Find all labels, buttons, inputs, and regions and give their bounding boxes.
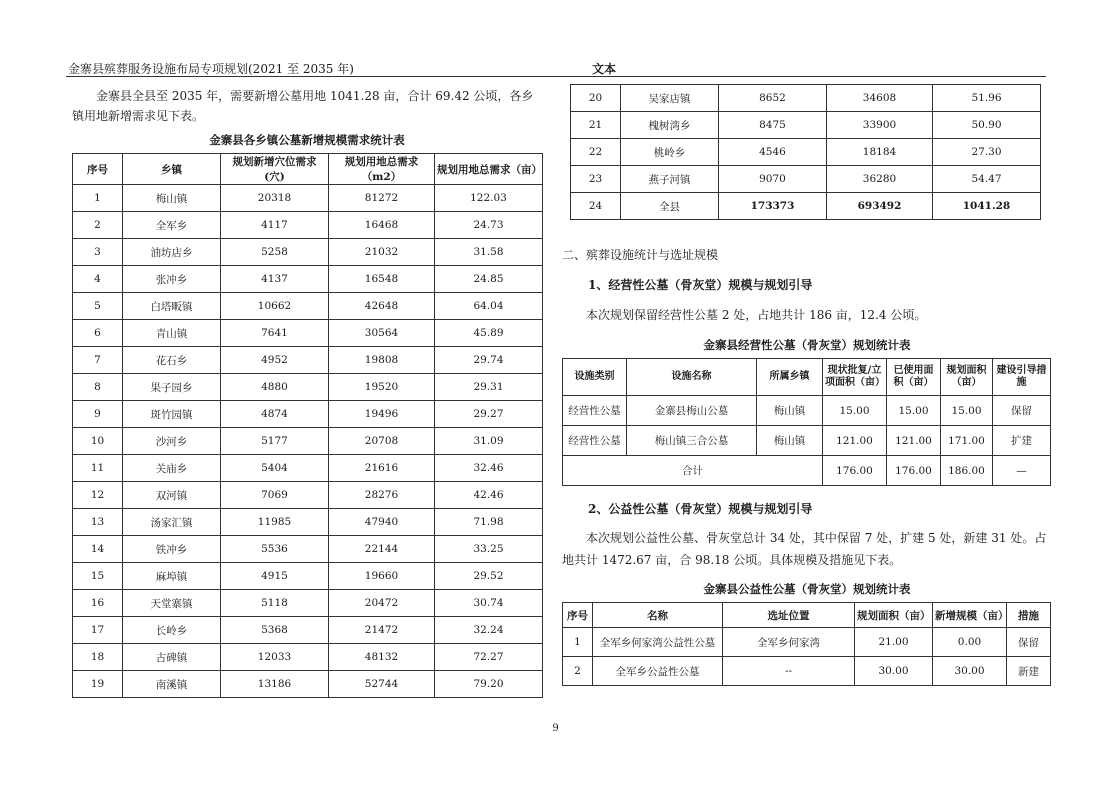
table-cell: 保留	[1007, 628, 1051, 657]
table-cell: 30.74	[435, 590, 543, 617]
table-cell: 保留	[993, 396, 1051, 426]
table-cell: 24.85	[435, 266, 543, 293]
table-cell: —	[993, 456, 1051, 486]
table-cell: 20472	[329, 590, 435, 617]
table-cell: 28276	[329, 482, 435, 509]
column-header: 序号	[563, 603, 593, 628]
page-number: 9	[552, 723, 559, 734]
table-cell: 金寨县梅山公墓	[627, 396, 757, 426]
table-cell: 5	[73, 293, 123, 320]
table-cell: 20	[571, 85, 621, 112]
column-header: 现状批复/立项面积（亩）	[823, 359, 887, 396]
table-cell: 19520	[329, 374, 435, 401]
table-cell: 古碑镇	[123, 644, 221, 671]
left-column	[72, 86, 542, 698]
table-cell: 扩建	[993, 426, 1051, 456]
table-cell: 7	[73, 347, 123, 374]
table-cell: 173373	[719, 193, 827, 220]
table-cell: 5404	[221, 455, 329, 482]
table1-body	[73, 185, 543, 698]
table-cell: 15.00	[823, 396, 887, 426]
table-cell: 汤家汇镇	[123, 509, 221, 536]
table-cell: 29.74	[435, 347, 543, 374]
table-cell: 19	[73, 671, 123, 698]
intro-paragraph: 金寨县全县至 2035 年，需要新增公墓用地 1041.28 亩，合计 69.42 公顷，各乡镇用地新增需求见下表。	[72, 89, 534, 123]
table-cell: 47940	[329, 509, 435, 536]
table-row	[571, 139, 1041, 166]
table-row	[571, 193, 1041, 220]
table3-header-row	[563, 359, 1051, 396]
table-cell: 30.00	[933, 657, 1007, 686]
table-row	[73, 212, 543, 239]
table-row	[73, 320, 543, 347]
table-cell: 全军乡公益性公墓	[593, 657, 723, 686]
table-cell: 梅山镇	[757, 396, 823, 426]
table-cell: 9	[73, 401, 123, 428]
table-cell: 51.96	[933, 85, 1041, 112]
table-cell: 全军乡	[123, 212, 221, 239]
table-cell: 33900	[827, 112, 933, 139]
table-row	[563, 657, 1051, 686]
column-header: 设施类别	[563, 359, 627, 396]
column-header: 所属乡镇	[757, 359, 823, 396]
table-cell: 1041.28	[933, 193, 1041, 220]
table-row	[73, 509, 543, 536]
subheading-public: 2、公益性公墓（骨灰堂）规模与规划引导	[588, 502, 813, 516]
table-cell: 30564	[329, 320, 435, 347]
table-cell: 16548	[329, 266, 435, 293]
column-header: 设施名称	[627, 359, 757, 396]
table-cell: 8	[73, 374, 123, 401]
table-cell: 6	[73, 320, 123, 347]
column-header: 措施	[1007, 603, 1051, 628]
table-row	[73, 185, 543, 212]
table-cell: 花石乡	[123, 347, 221, 374]
table-cell: 铁冲乡	[123, 536, 221, 563]
table-cell: 8652	[719, 85, 827, 112]
table1-caption: 金寨县各乡镇公墓新增规模需求统计表	[209, 133, 405, 147]
table-cell: 54.47	[933, 166, 1041, 193]
table-row	[73, 347, 543, 374]
table-cell: 13186	[221, 671, 329, 698]
column-header: 序号	[73, 154, 123, 185]
table-cell: 全军乡何家湾	[723, 628, 855, 657]
table-cell: 天堂寨镇	[123, 590, 221, 617]
table-cell: 48132	[329, 644, 435, 671]
column-header: 规划用地总需求（亩）	[435, 154, 543, 185]
table-cell: 14	[73, 536, 123, 563]
table-cell: 5177	[221, 428, 329, 455]
table-cell: 10662	[221, 293, 329, 320]
table-cell: 64.04	[435, 293, 543, 320]
table-cell: 青山镇	[123, 320, 221, 347]
table-cell: 4137	[221, 266, 329, 293]
table-cell: 1	[563, 628, 593, 657]
table-cell: 121.00	[823, 426, 887, 456]
table-cell: 2	[73, 212, 123, 239]
table-cell: 4880	[221, 374, 329, 401]
column-header: 已使用面积（亩）	[887, 359, 941, 396]
table-cell: 32.46	[435, 455, 543, 482]
table3-caption: 金寨县经营性公墓（骨灰堂）规划统计表	[703, 338, 911, 352]
table-cell: 32.24	[435, 617, 543, 644]
table-cell: 22144	[329, 536, 435, 563]
section-heading: 二、殡葬设施统计与选址规模	[562, 248, 719, 262]
table-cell: 张冲乡	[123, 266, 221, 293]
table-cell: 长岭乡	[123, 617, 221, 644]
table-cell: 沙河乡	[123, 428, 221, 455]
table-cell: 24.73	[435, 212, 543, 239]
header-divider	[66, 76, 1046, 77]
column-header: 规划面积（亩）	[941, 359, 993, 396]
table-cell: 斑竹园镇	[123, 401, 221, 428]
table-cell: 4915	[221, 563, 329, 590]
table-cell: 4952	[221, 347, 329, 374]
table-row	[73, 239, 543, 266]
table-cell: 4	[73, 266, 123, 293]
table-cell: 19496	[329, 401, 435, 428]
table-cell: 36280	[827, 166, 933, 193]
table-row	[571, 85, 1041, 112]
table-row	[73, 293, 543, 320]
table-cell: 槐树湾乡	[621, 112, 719, 139]
table-cell: 关庙乡	[123, 455, 221, 482]
table1-header-row	[73, 154, 543, 185]
table2-body	[571, 85, 1041, 220]
table-cell: 50.90	[933, 112, 1041, 139]
column-header: 名称	[593, 603, 723, 628]
table-cell: --	[723, 657, 855, 686]
table-cell: 5536	[221, 536, 329, 563]
table-cell: 176.00	[823, 456, 887, 486]
column-header: 乡镇	[123, 154, 221, 185]
table-cell: 2	[563, 657, 593, 686]
table-cell: 24	[571, 193, 621, 220]
table-row	[73, 455, 543, 482]
table-cell: 南溪镇	[123, 671, 221, 698]
table-cell: 17	[73, 617, 123, 644]
table-row	[73, 428, 543, 455]
table-cell: 122.03	[435, 185, 543, 212]
table-cell: 19660	[329, 563, 435, 590]
table-row	[563, 396, 1051, 426]
table-cell: 27.30	[933, 139, 1041, 166]
table-cell: 经营性公墓	[563, 396, 627, 426]
table4-body	[563, 628, 1051, 686]
table-cell: 全军乡何家湾公益性公墓	[593, 628, 723, 657]
table-cell: 20708	[329, 428, 435, 455]
table-cell: 新建	[1007, 657, 1051, 686]
table-cell: 桃岭乡	[621, 139, 719, 166]
table-cell: 42.46	[435, 482, 543, 509]
table-cell: 18	[73, 644, 123, 671]
table-cell: 21	[571, 112, 621, 139]
table-cell: 186.00	[941, 456, 993, 486]
table-cell: 吴家店镇	[621, 85, 719, 112]
table-cell: 23	[571, 166, 621, 193]
table-row	[73, 401, 543, 428]
column-header: 规划面积（亩）	[855, 603, 933, 628]
table-cell: 13	[73, 509, 123, 536]
table-cell: 42648	[329, 293, 435, 320]
table-cell: 45.89	[435, 320, 543, 347]
table-row	[73, 671, 543, 698]
table-cell: 4546	[719, 139, 827, 166]
column-header: 规划用地总需求（m2）	[329, 154, 435, 185]
column-header: 选址位置	[723, 603, 855, 628]
table-cell: 5118	[221, 590, 329, 617]
table-cell: 经营性公墓	[563, 426, 627, 456]
table-cell: 3	[73, 239, 123, 266]
table-cell: 31.58	[435, 239, 543, 266]
table-cell: 8475	[719, 112, 827, 139]
table-cell: 29.27	[435, 401, 543, 428]
demand-table	[72, 153, 543, 698]
table-cell: 15.00	[941, 396, 993, 426]
table-total-row	[563, 456, 1051, 486]
table-cell: 双河镇	[123, 482, 221, 509]
table-row	[571, 166, 1041, 193]
table-row	[73, 482, 543, 509]
table-row	[73, 536, 543, 563]
table-cell: 52744	[329, 671, 435, 698]
table-cell: 18184	[827, 139, 933, 166]
table-cell: 0.00	[933, 628, 1007, 657]
table-row	[571, 112, 1041, 139]
table-cell: 11985	[221, 509, 329, 536]
table-cell: 29.31	[435, 374, 543, 401]
table-cell: 16468	[329, 212, 435, 239]
table-cell: 梅山镇	[123, 185, 221, 212]
table-cell: 22	[571, 139, 621, 166]
table-row	[73, 266, 543, 293]
table-row	[73, 617, 543, 644]
table-cell: 7641	[221, 320, 329, 347]
table-cell: 21616	[329, 455, 435, 482]
table3-body	[563, 396, 1051, 486]
table4-caption: 金寨县公益性公墓（骨灰堂）规划统计表	[703, 582, 911, 596]
table-cell: 34608	[827, 85, 933, 112]
table-cell: 121.00	[887, 426, 941, 456]
table-cell: 果子园乡	[123, 374, 221, 401]
commercial-cemetery-table	[562, 358, 1051, 486]
column-header: 建设引导措施	[993, 359, 1051, 396]
table4-header-row	[563, 603, 1051, 628]
table-cell: 30.00	[855, 657, 933, 686]
table-cell: 20318	[221, 185, 329, 212]
table-row	[73, 374, 543, 401]
right-column	[562, 84, 1052, 686]
table-cell: 10	[73, 428, 123, 455]
table-cell: 梅山镇三合公墓	[627, 426, 757, 456]
doc-section-label: 文本	[592, 62, 617, 76]
public-cemetery-table	[562, 602, 1051, 686]
table-cell: 12033	[221, 644, 329, 671]
table-cell: 81272	[329, 185, 435, 212]
table-cell: 11	[73, 455, 123, 482]
table-cell: 16	[73, 590, 123, 617]
table-cell: 5368	[221, 617, 329, 644]
public-paragraph: 本次规划公益性公墓、骨灰堂总计 34 处，其中保留 7 处，扩建 5 处，新建 31 处。占地共计 1472.67 亩，合 98.18 公顷。具体规模及措施见下表。	[562, 531, 1047, 567]
table-row	[563, 628, 1051, 657]
table-cell: 5258	[221, 239, 329, 266]
table-cell: 693492	[827, 193, 933, 220]
table-cell: 1	[73, 185, 123, 212]
table-cell: 合计	[563, 456, 823, 486]
table-cell: 29.52	[435, 563, 543, 590]
table-cell: 9070	[719, 166, 827, 193]
table-cell: 白塔畈镇	[123, 293, 221, 320]
table-cell: 171.00	[941, 426, 993, 456]
table-cell: 15	[73, 563, 123, 590]
table-cell: 全县	[621, 193, 719, 220]
demand-table-continued	[570, 84, 1041, 220]
table-cell: 燕子河镇	[621, 166, 719, 193]
table-cell: 7069	[221, 482, 329, 509]
doc-title: 金寨县殡葬服务设施布局专项规划(2021 至 2035 年)	[68, 62, 354, 76]
table-cell: 71.98	[435, 509, 543, 536]
table-row	[563, 426, 1051, 456]
commercial-paragraph: 本次规划保留经营性公墓 2 处，占地共计 186 亩，12.4 公顷。	[586, 308, 927, 322]
table-cell: 21.00	[855, 628, 933, 657]
table-cell: 15.00	[887, 396, 941, 426]
table-row	[73, 644, 543, 671]
table-cell: 21472	[329, 617, 435, 644]
table-cell: 21032	[329, 239, 435, 266]
table-cell: 麻埠镇	[123, 563, 221, 590]
table-cell: 油坊店乡	[123, 239, 221, 266]
table-cell: 176.00	[887, 456, 941, 486]
table-cell: 79.20	[435, 671, 543, 698]
table-cell: 12	[73, 482, 123, 509]
column-header: 规划新增穴位需求(穴)	[221, 154, 329, 185]
table-cell: 31.09	[435, 428, 543, 455]
column-header: 新增规模（亩）	[933, 603, 1007, 628]
table-cell: 19808	[329, 347, 435, 374]
table-cell: 4874	[221, 401, 329, 428]
table-cell: 72.27	[435, 644, 543, 671]
table-cell: 梅山镇	[757, 426, 823, 456]
subheading-commercial: 1、经营性公墓（骨灰堂）规模与规划引导	[588, 278, 813, 292]
table-row	[73, 563, 543, 590]
table-row	[73, 590, 543, 617]
table-cell: 4117	[221, 212, 329, 239]
table-cell: 33.25	[435, 536, 543, 563]
